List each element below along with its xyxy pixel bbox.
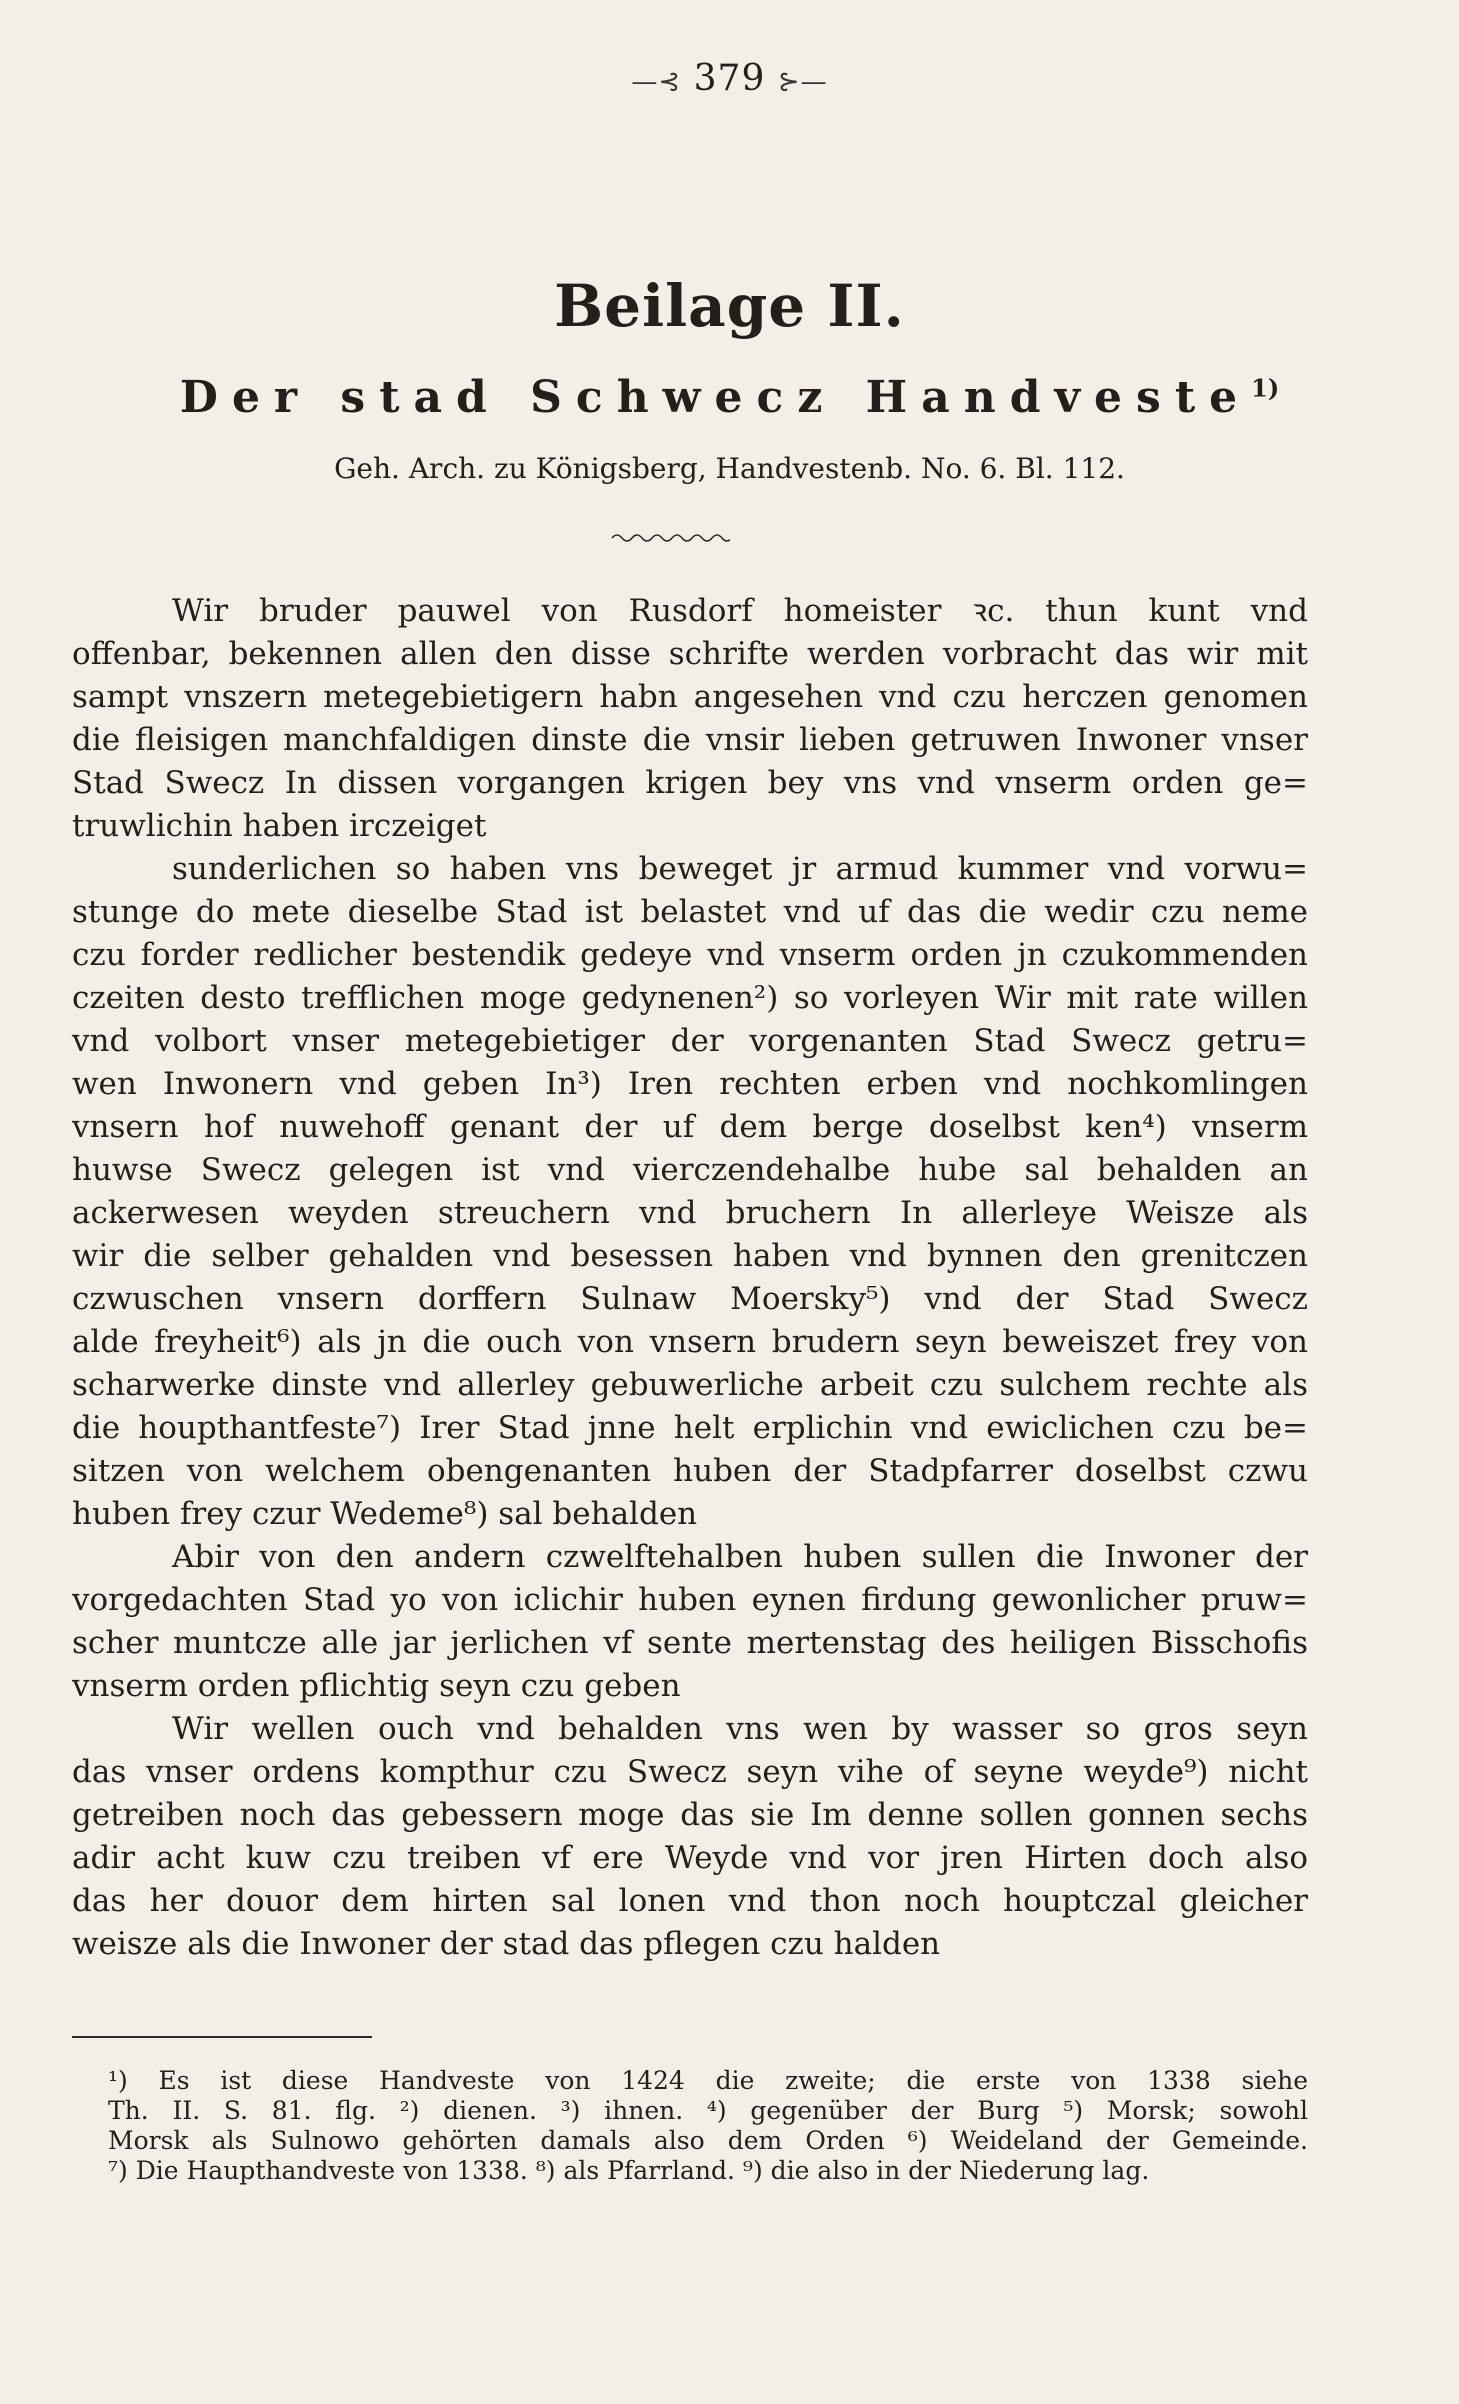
text-line: huwse Swecz gelegen ist vnd vierczendehalbe hube sal behalden an [72,1152,1308,1188]
text-line: alde freyheit⁶) als jn die ouch von vnsern brudern seyn beweiszet frey von [72,1324,1308,1360]
text-line: czu forder redlicher bestendik gedeye vnd vnserm orden jn czukommenden [72,937,1308,973]
text-line: ackerwesen weyden streuchern vnd bruchern In allerleye Weisze als [72,1195,1308,1231]
footnote-line: Morsk als Sulnowo gehörten damals also dem Orden ⁶) Weideland der Gemeinde. [108,2126,1308,2155]
footnotes [108,2066,1308,2186]
text-line: vnd volbort vnser metegebietiger der vorgenanten Stad Swecz getru= [72,1023,1308,1059]
text-line: das her douor dem hirten sal lonen vnd thon noch houptczal gleicher [72,1883,1308,1919]
text-line: czeiten desto trefflichen moge gedynenen²) so vorleyen Wir mit rate willen [72,980,1308,1016]
text-line: sunderlichen so haben vns beweget jr armud kummer vnd vorwu= [172,851,1308,887]
text-line: weisze als die Inwoner der stad das pflegen czu halden [72,1926,941,1962]
page-header [0,58,1459,99]
text-line: Stad Swecz In dissen vorgangen krigen bey vns vnd vnserm orden ge= [72,765,1308,801]
text-line: czwuschen vnsern dorffern Sulnaw Moersky⁵) vnd der Stad Swecz [72,1281,1308,1317]
text-line: huben frey czur Wedeme⁸) sal behalden [72,1496,698,1532]
text-line: vorgedachten Stad yo von iclichir huben eynen firdung gewonlicher pruw= [72,1582,1308,1618]
wavy-divider [610,530,730,546]
text-line: die houpthantfeste⁷) Irer Stad jnne helt erplichin vnd ewiclichen czu be= [72,1410,1308,1446]
footnote-line: Th. II. S. 81. flg. ²) dienen. ³) ihnen. ⁴) gegenüber der Burg ⁵) Morsk; sowohl [108,2096,1308,2125]
footnote-rule [72,2036,372,2038]
text-line: scharwerke dinste vnd allerley gebuwerliche arbeit czu sulchem rechte als [72,1367,1308,1403]
text-line: Wir bruder pauwel von Rusdorf homeister ꝛc. thun kunt vnd [172,593,1308,629]
appendix-title: Beilage II. [554,272,905,340]
text-line: vnserm orden pflichtig seyn czu geben [72,1668,681,1704]
page-number: 379 [693,58,766,99]
source-citation: Geh. Arch. zu Königsberg, Handvestenb. No. 6. Bl. 112. [334,452,1125,485]
right-ornament: ⊱— [777,67,828,97]
footnote-line: ⁷) Die Haupthandveste von 1338. ⁸) als Pfarrland. ⁹) die also in der Niederung lag. [108,2156,1150,2185]
footnote-line: ¹) Es ist diese Handveste von 1424 die zweite; die erste von 1338 siehe [108,2066,1308,2095]
text-line: wir die selber gehalden vnd besessen haben vnd bynnen den grenitczen [72,1238,1308,1274]
text-line: wen Inwonern vnd geben In³) Iren rechten erben vnd nochkomlingen [72,1066,1308,1102]
text-line: getreiben noch das gebessern moge das sie Im denne sollen gonnen sechs [72,1797,1308,1833]
text-line: Abir von den andern czwelftehalben huben sullen die Inwoner der [172,1539,1308,1575]
text-line: scher muntcze alle jar jerlichen vf sente mertenstag des heiligen Bisschofis [72,1625,1308,1661]
text-line: sitzen von welchem obengenanten huben der Stadpfarrer doselbst czwu [72,1453,1308,1489]
subtitle-text: Der stad Schwecz Handveste [179,372,1252,423]
left-ornament: —⊰ [631,67,682,97]
text-line: adir acht kuw czu treiben vf ere Weyde vnd vor jren Hirten doch also [72,1840,1308,1876]
text-line: stunge do mete dieselbe Stad ist belastet vnd uf das die wedir czu neme [72,894,1308,930]
text-line: sampt vnszern metegebietigern habn angesehen vnd czu herczen genomen [72,679,1308,715]
text-line: das vnser ordens kompthur czu Swecz seyn vihe of seyne weyde⁹) nicht [72,1754,1308,1790]
charter-text [72,590,1308,1966]
text-line: offenbar, bekennen allen den disse schrifte werden vorbracht das wir mit [72,636,1308,672]
subtitle-footnote-ref: 1) [1251,373,1280,403]
text-line: die fleisigen manchfaldigen dinste die vnsir lieben getruwen Inwoner vnser [72,722,1308,758]
document-subtitle [0,372,1459,423]
text-line: Wir wellen ouch vnd behalden vns wen by wasser so gros seyn [172,1711,1308,1747]
text-line: truwlichin haben irczeiget [72,808,487,844]
text-line: vnsern hof nuwehoff genant der uf dem berge doselbst ken⁴) vnserm [72,1109,1308,1145]
